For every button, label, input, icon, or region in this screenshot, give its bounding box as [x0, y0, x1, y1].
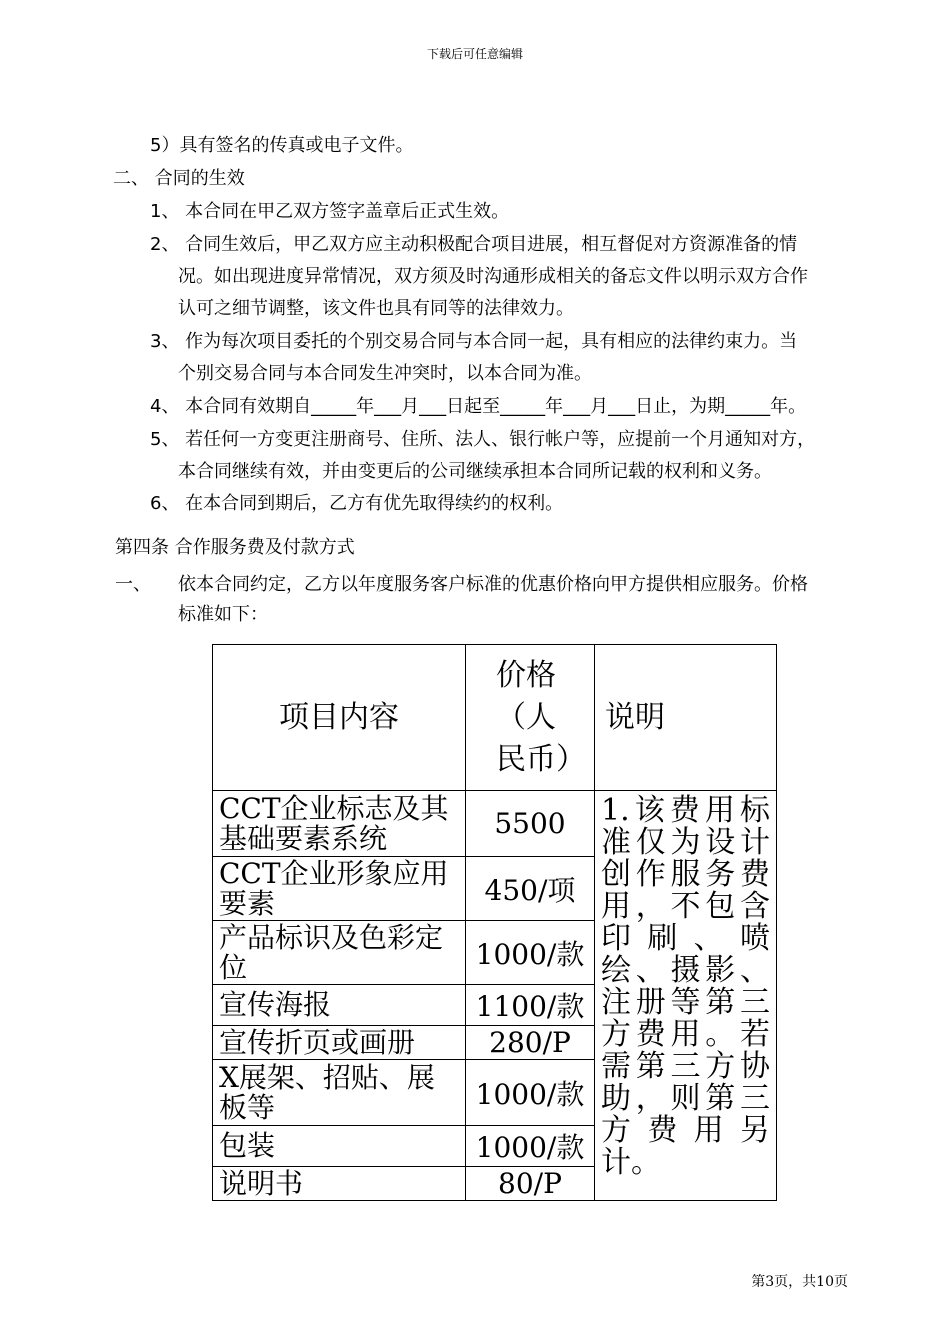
- page-header: 下载后可任意编辑: [426, 47, 523, 61]
- clause-line: 认可之细节调整，该文件也具有同等的法律效力。: [178, 298, 574, 319]
- item-cell: 宣传折页或画册: [213, 1026, 466, 1060]
- article-heading: 第四条 合作服务费及付款方式: [115, 537, 355, 558]
- table-header-row: [213, 645, 777, 791]
- item-cell: 宣传海报: [213, 985, 466, 1026]
- price-cell: 1000/款: [466, 1060, 595, 1126]
- item-cell: 包装: [213, 1126, 466, 1167]
- clause-line: 1、 本合同在甲乙双方签字盖章后正式生效。: [150, 201, 510, 222]
- clause-line: 6、 在本合同到期后，乙方有优先取得续约的权利。: [150, 493, 564, 514]
- price-table: [212, 644, 777, 1201]
- clause-line: 2、 合同生效后，甲乙双方应主动积极配合项目进展，相互督促对方资源准备的情: [150, 234, 798, 255]
- item-cell: CCT企业形象应用要素: [213, 857, 466, 921]
- price-cell: 1000/款: [466, 921, 595, 985]
- clause-line: 况。如出现进度异常情况，双方须及时沟通形成相关的备忘文件以明示双方合作: [178, 266, 808, 287]
- price-cell: 450/项: [466, 857, 595, 921]
- header-description: 说明: [595, 645, 777, 791]
- clause-line: 依本合同约定，乙方以年度服务客户标准的优惠价格向甲方提供相应服务。价格: [178, 574, 808, 595]
- clause-line: 本合同继续有效，并由变更后的公司继续承担本合同所记载的权利和义务。: [178, 461, 772, 482]
- price-cell: 280/P: [466, 1026, 595, 1060]
- clause-line: 5、 若任何一方变更注册商号、住所、法人、银行帐户等，应提前一个月通知对方，: [150, 429, 816, 450]
- header-price: 价格（人民币）: [466, 645, 595, 791]
- clause-line: 个别交易合同与本合同发生冲突时，以本合同为准。: [178, 363, 592, 384]
- fee-note-cell: 1.该费用标准仅为设计创作服务费用，不包含印刷、喷绘、摄影、注册等第三方费用。若需第三方协助，则第三方费用另计。: [595, 791, 777, 1201]
- item-cell: 说明书: [213, 1167, 466, 1201]
- clause-line: 3、 作为每次项目委托的个别交易合同与本合同一起，具有相应的法律约束力。当: [150, 331, 798, 352]
- table-row: [213, 791, 777, 857]
- price-cell: 80/P: [466, 1167, 595, 1201]
- price-cell: 1000/款: [466, 1126, 595, 1167]
- clause-number: 一、: [115, 574, 151, 595]
- page-number: 第3页，共10页: [751, 1274, 848, 1290]
- item-cell: 产品标识及色彩定位: [213, 921, 466, 985]
- section-heading: 二、 合同的生效: [113, 168, 245, 189]
- item-cell: CCT企业标志及其基础要素系统: [213, 791, 466, 857]
- price-cell: 1100/款: [466, 985, 595, 1026]
- price-cell: 5500: [466, 791, 595, 857]
- item-cell: X展架、招贴、展板等: [213, 1060, 466, 1126]
- header-item-content: 项目内容: [213, 645, 466, 791]
- clause-line: 5）具有签名的传真或电子文件。: [150, 135, 414, 156]
- clause-line: 标准如下：: [178, 604, 268, 625]
- clause-line: 4、 本合同有效期自_____年___月___日起至_____年___月___日止，为期_____年。: [150, 396, 807, 417]
